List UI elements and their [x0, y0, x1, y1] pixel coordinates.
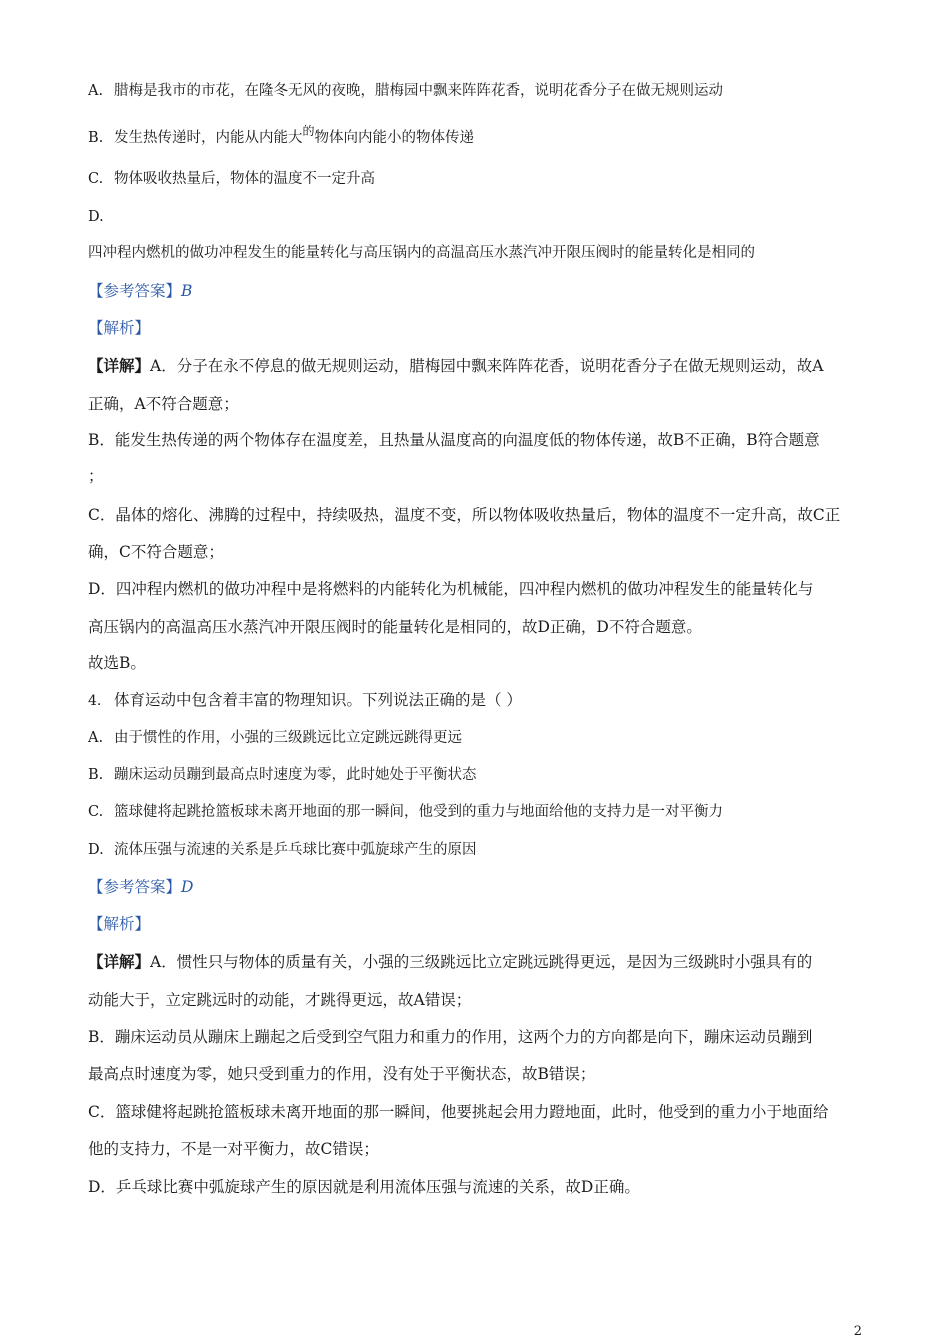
q3-detail-a-2: 正确，A不符合题意； [88, 395, 239, 413]
q3-option-d-text: 四冲程内燃机的做功冲程发生的能量转化与高压锅内的高温高压水蒸汽冲开限压阀时的能量转化是相同的 [88, 245, 755, 261]
q4-stem: 4. 体育运动中包含着丰富的物理知识。下列说法正确的是（ ） [88, 691, 522, 709]
q4-detail-c-2: 他的支持力，不是一对平衡力，故C错误； [88, 1140, 379, 1158]
q3-option-a: A. 腊梅是我市的市花，在隆冬无风的夜晚，腊梅园中飘来阵阵花香，说明花香分子在做无规则运动 [88, 83, 723, 99]
q4-detail-c-1: C．篮球健将起跳抢篮板球未离开地面的那一瞬间，他要挑起会用力蹬地面，此时，他受到的重力小于地面给 [88, 1103, 829, 1121]
q4-analysis-label: 【解析】 [88, 915, 151, 933]
q3-conclusion: 故选B。 [88, 654, 146, 672]
q3-option-b: B. 发生热传递时，内能从内能大$^的$物体向内能小的物体传递 [88, 124, 475, 146]
q4-option-a: A. 由于惯性的作用，小强的三级跳远比立定跳远跳得更远 [88, 730, 462, 746]
q3-detail-b-1: B．能发生热传递的两个物体存在温度差，且热量从温度高的向温度低的物体传递，故B不正确，B符合题意 [88, 431, 820, 449]
q3-option-d-label: D. [88, 209, 104, 225]
q4-detail-d-1: D．乒乓球比赛中弧旋球产生的原因就是利用流体压强与流速的关系，故D正确。 [88, 1178, 640, 1196]
q3-analysis-label: 【解析】 [88, 319, 151, 337]
q3-detail-c-2: 确，C不符合题意； [88, 543, 224, 561]
q4-detail-b-2: 最高点时速度为零，她只受到重力的作用，没有处于平衡状态，故B错误； [88, 1065, 596, 1083]
q3-answer: 【参考答案】B [88, 282, 193, 300]
q4-detail-b-1: B．蹦床运动员从蹦床上蹦起之后受到空气阻力和重力的作用，这两个力的方向都是向下，蹦床运动员蹦到 [88, 1028, 813, 1046]
q3-detail-d-2: 高压锅内的高温高压水蒸汽冲开限压阀时的能量转化是相同的，故D正确，D不符合题意。 [88, 618, 702, 636]
q3-detail-a-1: 【详解】A．分子在永不停息的做无规则运动，腊梅园中飘来阵阵花香，说明花香分子在做无规则运动，故A [88, 356, 824, 375]
q4-option-b: B. 蹦床运动员蹦到最高点时速度为零，此时她处于平衡状态 [88, 767, 477, 783]
q4-option-c: C. 篮球健将起跳抢篮板球未离开地面的那一瞬间，他受到的重力与地面给他的支持力是一对平衡力 [88, 804, 723, 820]
page-number: 2 [853, 1324, 862, 1339]
q3-detail-d-1: D．四冲程内燃机的做功冲程中是将燃料的内能转化为机械能，四冲程内燃机的做功冲程发生的能量转化与 [88, 580, 814, 598]
q4-detail-a-2: 动能大于，立定跳远时的动能，才跳得更远，故A错误； [88, 991, 472, 1009]
q3-option-c: C. 物体吸收热量后，物体的温度不一定升高 [88, 171, 375, 187]
q4-detail-a-1: 【详解】A．惯性只与物体的质量有关，小强的三级跳远比立定跳远跳得更远，是因为三级跳时小强具有的 [88, 952, 813, 971]
q3-detail-c-1: C．晶体的熔化、沸腾的过程中，持续吸热，温度不变，所以物体吸收热量后，物体的温度不一定升高，故C正 [88, 506, 841, 524]
q3-detail-b-2: ； [88, 467, 104, 485]
q4-option-d: D. 流体压强与流速的关系是乒乓球比赛中弧旋球产生的原因 [88, 842, 477, 858]
q4-answer: 【参考答案】D [88, 878, 194, 896]
